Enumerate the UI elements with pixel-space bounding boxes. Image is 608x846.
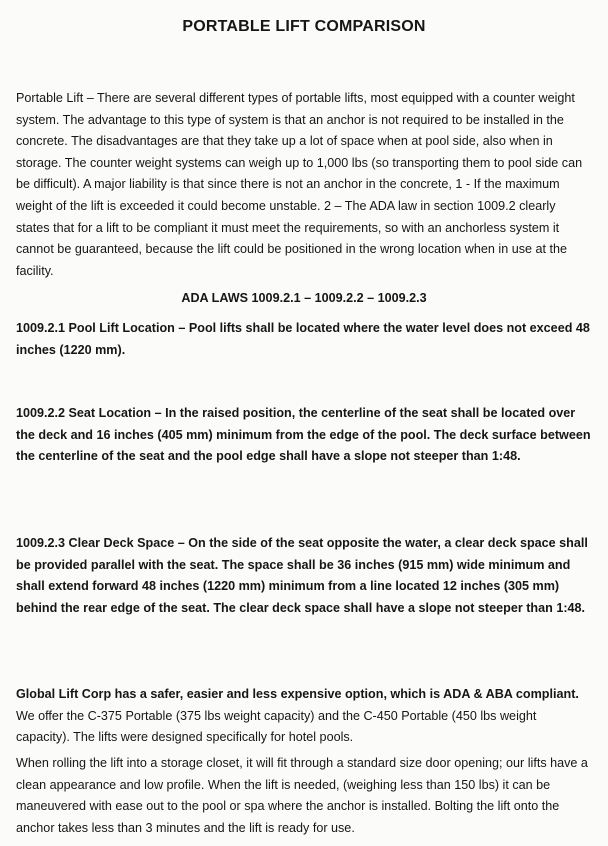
closing-paragraph: When rolling the lift into a storage closet, it will fit through a standard size door opening; our lifts have a clean appearance and low profile. When the lift is needed, (weighing less than 150 lbs) it can be maneuvered with ease out to the pool or spa where the anchor is installed. Bolting the lift onto the anchor takes less than 3 minutes and the lift is ready for use. [16,756,588,835]
offer-rest-text: We offer the C-375 Portable (375 lbs weight capacity) and the C-450 Portable (450 lbs weight capacity). The lifts were designed specifically for hotel pools. [16,708,537,745]
law-1009-2-2: 1009.2.2 Seat Location – In the raised position, the centerline of the seat shall be located over the deck and 16 inches (405 mm) minimum from the edge of the pool. The deck surface between the centerline of the seat and the pool edge shall have a slope not steeper than 1:48. [16,406,591,464]
intro-paragraph: Portable Lift – There are several different types of portable lifts, most equipped with a counter weight system. The advantage to this type of system is that an anchor is not required to be installed in the concrete. The disadvantages are that they take up a lot of space when at pool side, also when in storage. The counter weight systems can weigh up to 1,000 lbs (so transporting them to pool side can be difficult). A major liability is that since there is not an anchor in the concrete, 1 - If the maximum weight of the lift is exceeded it could become unstable. 2 – The ADA law in section 1009.2 clearly states that for a lift to be compliant it must meet the requirements, so with an anchorless system it cannot be guaranteed, because the lift could be positioned in the wrong location when in use at the facility. [16,91,583,278]
offer-paragraph [16,684,592,749]
law-1009-2-1: 1009.2.1 Pool Lift Location – Pool lifts shall be located where the water level does not exceed 48 inches (1220 mm). [16,321,590,357]
laws-heading: ADA LAWS 1009.2.1 – 1009.2.2 – 1009.2.3 [181,291,427,305]
offer-lead-text: Global Lift Corp has a safer, easier and less expensive option, which is ADA & ABA compliant. [16,687,579,701]
page-title: PORTABLE LIFT COMPARISON [182,18,426,35]
law-1009-2-3: 1009.2.3 Clear Deck Space – On the side of the seat opposite the water, a clear deck space shall be provided parallel with the seat. The space shall be 36 inches (915 mm) wide minimum and shall extend forward 48 inches (1220 mm) minimum from a line located 12 inches (305 mm) behind the rear edge of the seat. The clear deck space shall have a slope not steeper than 1:48. [16,536,588,615]
